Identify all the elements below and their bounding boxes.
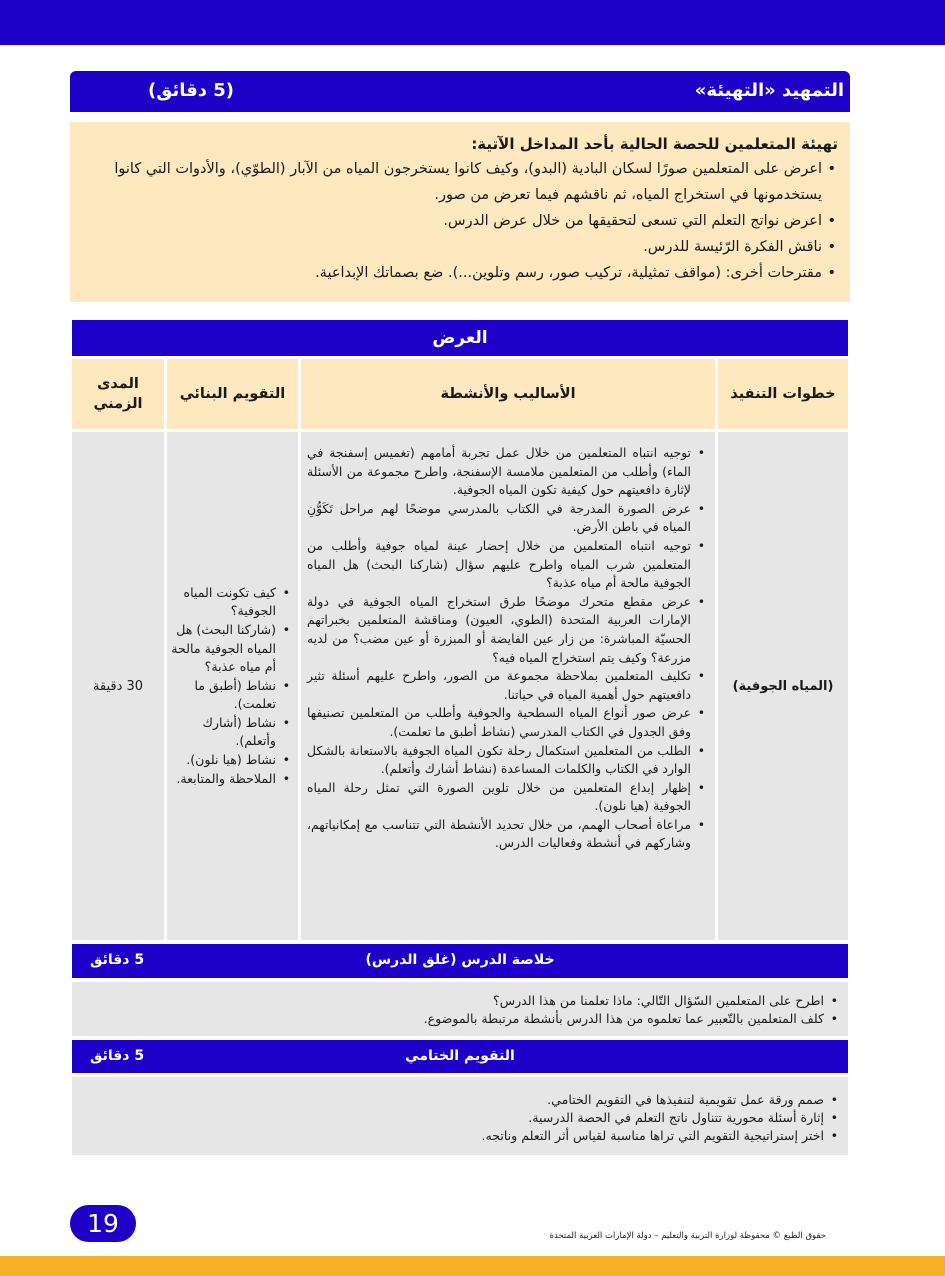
column-header-activities: الأساليب والأنشطة (301, 359, 715, 429)
activities-list (307, 444, 707, 853)
list-item: • ناقش الفكرة الرّئيسة للدرس. (80, 234, 838, 260)
list-item: • صمم ورقة عمل تقويمية لتنفيذها في التقويم الختامي. (80, 1091, 840, 1109)
list-item: • توجيه انتباه المتعلمين من خلال إحضار عينة لمياه جوفية وأطلب من المتعلمين شرب المياه واطرح عليهم سؤال (شاركنا البحث) هل المياه الجوفية مالحة أم مياه عذبة؟ (307, 537, 707, 593)
assessment-list (171, 584, 292, 789)
intro-list (80, 156, 838, 286)
summary-list (80, 992, 840, 1028)
bottom-banner (0, 1256, 945, 1276)
top-banner (0, 0, 945, 45)
intro-title: التمهيد «التهيئة» (694, 80, 844, 101)
list-item: • اطرح على المتعلمين السّؤال التّالي: ماذا تعلمنا من هذا الدرس؟ (80, 992, 840, 1010)
list-item: • تكليف المتعلمين بملاحظة مجموعة من الصور، واطرح عليهم أسئلة تثير دافعيتهم حول أهمية المياه في حياتنا. (307, 667, 707, 704)
copyright-text: حقوق الطبع © محفوظة لوزارة التربية والتعليم – دولة الإمارات العربية المتحدة (549, 1231, 826, 1241)
list-item: • نشاط (أطبق ما تعلمت). (171, 677, 292, 714)
summary-title: خلاصة الدرس (غلق الدرس) (365, 952, 555, 968)
activities-cell (301, 432, 715, 940)
column-header-assessment: التقويم البنائي (167, 359, 298, 429)
time-cell: 30 دقيقة (72, 432, 164, 940)
intro-box (70, 122, 850, 302)
intro-header (70, 71, 850, 112)
final-assessment-duration: 5 دقائق (90, 1048, 145, 1064)
list-item: • عرض مقطع متحرك موضحًا طرق استخراج المياه الجوفية في دولة الإمارات العربية المتحدة (الطوي، العيون) ومناقشة المتعلمين بخبراتهم الحسيّة المباشرة: من زار عين الفايضة أو المبزرة أو عين مضب؟ من لديه مزرعة؟ وكيف يتم استخراج المياه فيه؟ (307, 593, 707, 667)
list-item: • كلف المتعلمين بالتّعبير عما تعلموه من هذا الدرس بأنشطة مرتبطة بالموضوع. (80, 1010, 840, 1028)
column-header-time: المدى الزمني (72, 359, 164, 429)
list-item: • اعرض على المتعلمين صورًا لسكان البادية (البدو)، وكيف كانوا يستخرجون المياه من الآبار (الطوّي)، والأدوات التي كانوا يستخدمونها في استخراج المياه، ثم ناقشهم فيما تعرض من صور. (80, 156, 838, 208)
list-item: • إثارة أسئلة محورية تتناول ناتج التعلم في الحصة الدرسية. (80, 1109, 840, 1127)
final-assessment-list (80, 1091, 840, 1145)
list-item: • (شاركنا البحث) هل المياه الجوفية مالحة أم مياه عذبة؟ (171, 621, 292, 677)
page-number: 19 (70, 1205, 136, 1242)
presentation-header: العرض (72, 320, 848, 356)
final-assessment-header (72, 1040, 848, 1073)
list-item: • كيف تكونت المياه الجوفية؟ (171, 584, 292, 621)
summary-duration: 5 دقائق (90, 952, 145, 968)
step-cell: (المياه الجوفية) (718, 432, 848, 940)
list-item: • عرض الصورة المدرجة في الكتاب بالمدرسي موضحًا لهم مراحل تَكَوُّنِ المياه في باطن الأرض. (307, 500, 707, 537)
list-item: • إظهار إبداع المتعلمين من خلال تلوين الصورة التي تمثل رحلة المياه الجوفية (هيا نلون). (307, 779, 707, 816)
list-item: • عرض صور أنواع المياه السطحية والجوفية وأطلب من المتعلمين تصنيفها وفق الجدول في الكتاب المدرسي (نشاط أطبق ما تعلمت). (307, 704, 707, 741)
final-assessment-body (72, 1077, 848, 1155)
summary-body (72, 982, 848, 1036)
list-item: • الملاحظة والمتابعة. (171, 770, 292, 789)
list-item: • مراعاة أصحاب الهمم، من خلال تحديد الأنشطة التي تتناسب مع إمكانياتهم، وشاركهم في أنشطة وفعاليات الدرس. (307, 816, 707, 853)
list-item: • مقترحات أخرى: (مواقف تمثيلية، تركيب صور، رسم وتلوين...). ضع بصماتك الإبداعية. (80, 260, 838, 286)
list-item: • نشاط (أشارك وأتعلم). (171, 714, 292, 751)
list-item: • الطلب من المتعلمين استكمال رحلة تكون المياه الجوفية بالاستعانة بالشكل الوارد في الكتاب والكلمات المساعدة (نشاط أشارك وأتعلم). (307, 742, 707, 779)
final-assessment-title: التقويم الختامي (405, 1048, 515, 1064)
assessment-cell (167, 432, 298, 940)
column-header-steps: خطوات التنفيذ (718, 359, 848, 429)
list-item: • نشاط (هيا نلون). (171, 751, 292, 770)
intro-duration: (5 دقائق) (148, 80, 235, 101)
list-item: • اعرض نواتج التعلم التي تسعى لتحقيقها من خلال عرض الدرس. (80, 208, 838, 234)
list-item: • توجيه انتباه المتعلمين من خلال عمل تجربة أمامهم (تغميس إسفنجة في الماء) وأطلب من المتعلمين ملامسة الإسفنجة، واطرح مجموعة من الأسئلة لإثارة دافعيتهم حول كيفية تكون المياه الجوفية. (307, 444, 707, 500)
list-item: • اختر إستراتيجية التقويم التي تراها مناسبة لقياس أثر التعلم وناتجه. (80, 1127, 840, 1145)
summary-header (72, 944, 848, 978)
intro-heading: تهيئة المتعلمين للحصة الحالية بأحد المداخل الآتية: (471, 135, 838, 153)
